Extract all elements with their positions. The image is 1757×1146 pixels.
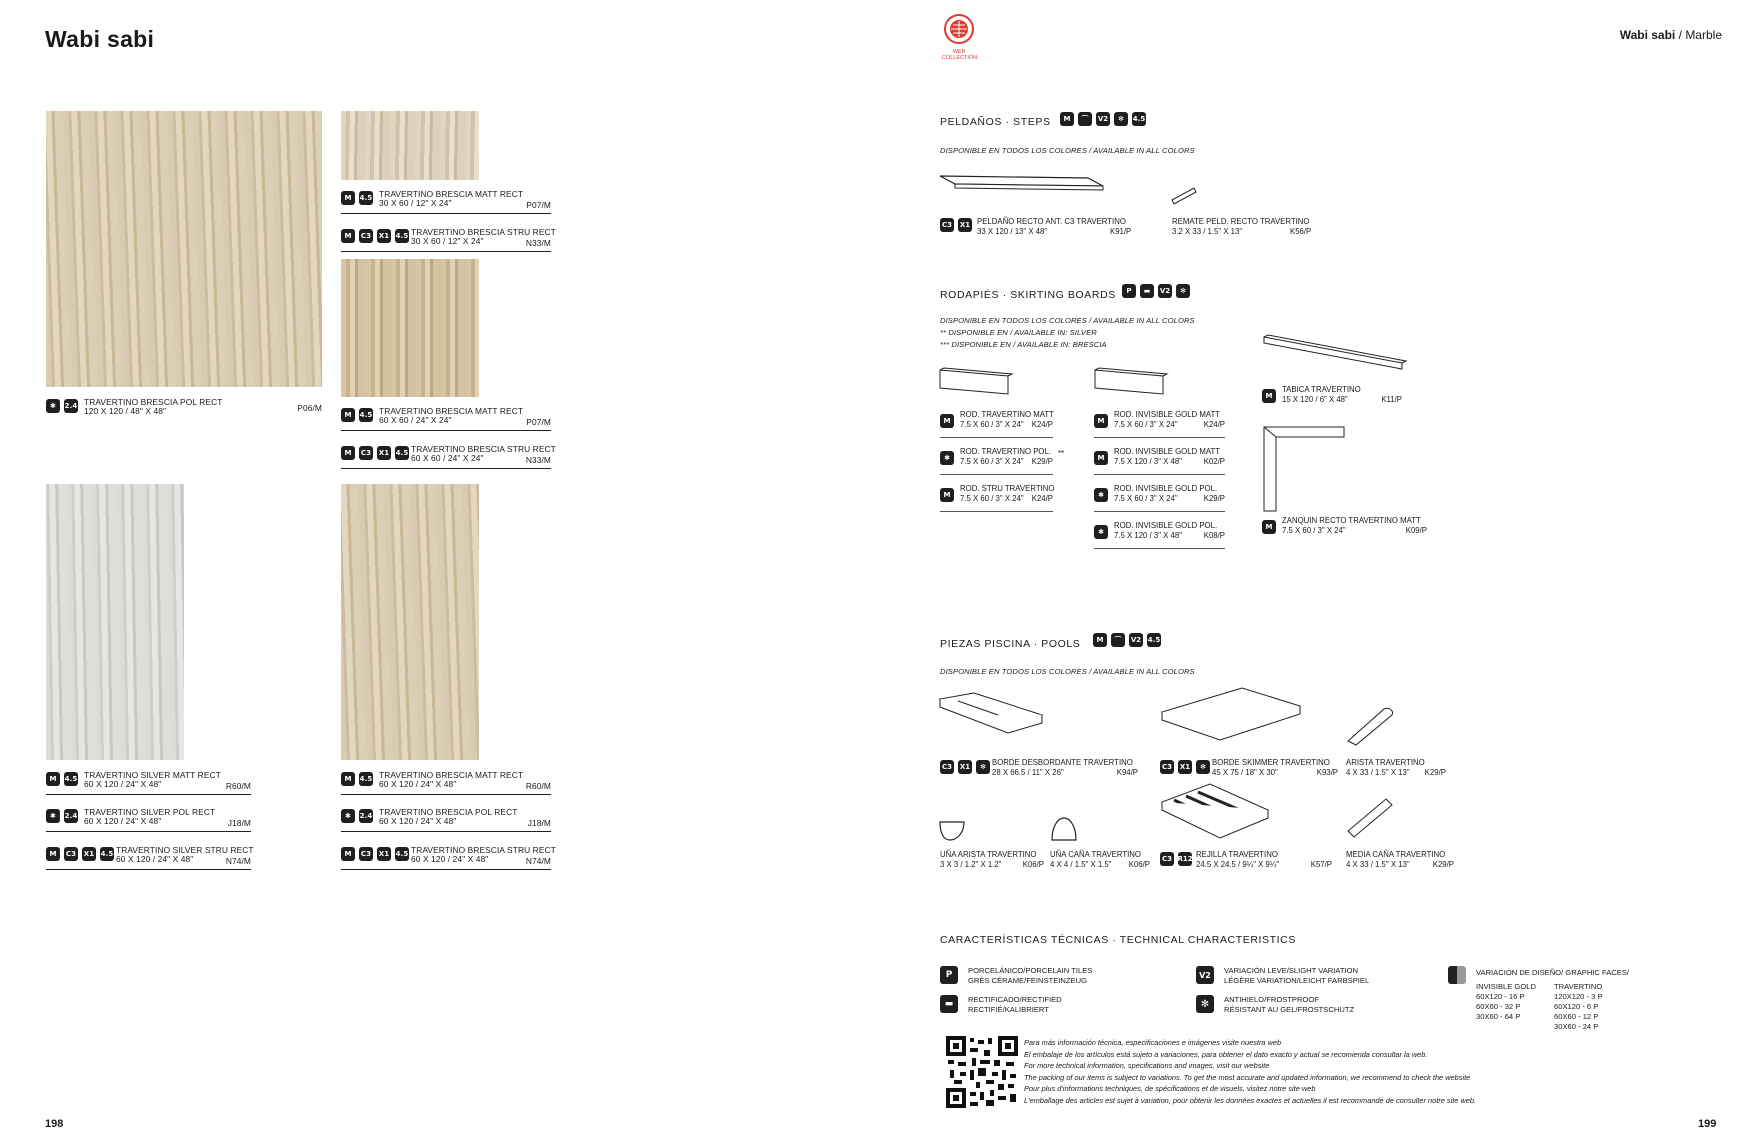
pool-item-icons [1160,852,1194,866]
pool-item-code: K94/P [1116,768,1138,777]
skirting-title: RODAPIÉS · SKIRTING BOARDS [940,289,1116,301]
pool-item-name: BORDE SKIMMER TRAVERTINO [1212,758,1330,767]
skirting-item [1094,410,1225,438]
tech-porcelain-line1: PORCELÁNICO/PORCELAIN TILES [968,966,1093,975]
tile-image-brescia-30x60 [341,111,479,180]
product-code: N74/M [525,856,551,866]
product-divider [341,794,551,795]
rating-4-5-icon: 4.5 [359,408,373,422]
skirting-item-name: TABICA TRAVERTINO [1282,385,1361,394]
c3-icon: C3 [940,760,954,774]
product-code: P07/M [526,417,551,427]
product-divider [341,213,551,214]
pools-note: DISPONIBLE EN TODOS LOS COLORES / AVAILABLE IN ALL COLORS [940,667,1195,676]
skirting-item [940,410,1053,438]
steps-item1-code: K91/P [1110,227,1132,236]
steps-item1-icons [940,218,974,232]
product-code: N74/M [225,856,251,866]
skirting-item [1094,447,1225,475]
polished-icon: ✱ [1094,525,1108,539]
matt-icon: M [341,408,355,422]
product-entry [341,770,551,794]
product-divider [46,831,251,832]
pool-item-size: 4 X 33 / 1.5" X 13" [1346,768,1410,777]
pool-item [1050,850,1150,872]
product-icons [341,408,375,422]
matt-icon: M [46,772,60,786]
product-name: TRAVERTINO BRESCIA STRU RECT [411,444,556,454]
step-tread-drawing [938,168,1108,198]
web-collection-icon [944,14,974,44]
pool-item-size: 3 X 3 / 1.2" X 1.2" [940,860,1002,869]
product-name: TRAVERTINO BRESCIA MATT RECT [379,189,524,199]
tile-image-brescia-60x120 [341,484,479,760]
matt-icon: M [1093,633,1107,647]
x1-icon: X1 [958,760,972,774]
steps-icons [1060,112,1148,126]
tile-image-silver-60x120 [46,484,184,760]
skirting-item-code: K24/P [1203,420,1225,429]
graphic-faces-col1-row: 60X120 - 16 P [1476,992,1525,1001]
tech-rectified-line1: RECTIFICADO/RECTIFIED [968,995,1062,1004]
pool-item-code: K29/P [1424,768,1446,777]
skirting-item-code: K02/P [1203,457,1225,466]
pool-item [1346,850,1454,872]
product-code: P07/M [526,200,551,210]
graphic-faces-col2-row: 60X120 - 6 P [1554,1002,1599,1011]
product-divider [46,869,251,870]
header-separator: / [1678,28,1682,42]
product-name: TRAVERTINO BRESCIA MATT RECT [379,406,524,416]
matt-icon: M [940,488,954,502]
matt-icon: M [46,847,60,861]
skirting-item-size: 7.5 X 60 / 3" X 24" [960,457,1024,466]
pool-item-name: REJILLA TRAVERTINO [1196,850,1278,859]
product-code: R60/M [525,781,551,791]
product-divider [341,869,551,870]
product-entry [46,770,251,794]
pool-item-name: UÑA CAÑA TRAVERTINO [1050,850,1141,859]
media-cana-drawing [1346,797,1396,837]
page-number-left: 198 [45,1118,64,1130]
product-name: TRAVERTINO BRESCIA STRU RECT [411,845,556,855]
matt-icon: M [1262,389,1276,403]
info-line: Pour plus d'informations techniques, de spécifications et de visuels, visitez notre site web [1024,1084,1316,1093]
rectified-icon: ▬ [1140,284,1154,298]
product-entry [341,845,556,869]
x1-icon: X1 [82,847,96,861]
skirting-item-size: 7.5 X 60 / 3" X 24" [960,494,1024,503]
product-icons [341,772,375,786]
rating-4-5-icon: 4.5 [395,847,409,861]
product-entry [341,807,551,831]
x1-icon: X1 [1178,760,1192,774]
header-collection: Wabi sabi [1619,28,1676,42]
polished-icon: ✱ [1094,488,1108,502]
skirting-item [1094,484,1225,512]
pool-item-icons [1160,760,1212,774]
product-size: 60 X 120 / 24" X 48" [379,816,457,826]
product-code: N33/M [525,455,551,465]
product-name: TRAVERTINO SILVER POL RECT [84,807,216,817]
qr-code [946,1036,1018,1108]
skirting-item-name: ROD. INVISIBLE GOLD POL. [1114,521,1218,530]
product-divider [341,430,551,431]
porcelain-icon: P [1122,284,1136,298]
product-divider [341,251,551,252]
tech-rectified-line2: RECTIFIÉ/KALIBRIERT [968,1005,1049,1014]
steps-item2-name: REMATE PELD. RECTO TRAVERTINO [1172,217,1310,226]
product-size: 60 X 60 / 24" X 24" [411,453,484,463]
skirting-item [1262,516,1427,536]
product-icons [341,809,375,823]
graphic-faces-title: VARIACIÓN DE DISEÑO/ GRAPHIC FACES/ [1476,968,1630,977]
rating-2-4-icon: 2.4 [64,399,78,413]
skirting-item-code: K08/P [1203,531,1225,540]
step-edge-drawing [1170,184,1200,204]
rating-2-4-icon: 2.4 [64,809,78,823]
product-size: 60 X 120 / 24" X 48" [84,816,162,826]
skirting-item [1094,521,1225,549]
rating-4-5-icon: 4.5 [395,229,409,243]
skirting-item-code: K11/P [1381,395,1402,404]
tech-v2-line1: VARIACIÓN LEVE/SLIGHT VARIATION [1224,966,1359,975]
graphic-faces-icon [1448,966,1466,984]
header-breadcrumb [1620,28,1722,42]
pool-item [940,758,1138,780]
skirting-note-3: *** DISPONIBLE EN / AVAILABLE IN: BRESCIA [940,340,1107,349]
skirting-item-size: 7.5 X 60 / 3" X 24" [1114,494,1178,503]
graphic-faces-col1-row: 30X60 - 64 P [1476,1012,1521,1021]
skirting-divider [940,474,1053,475]
pool-item [1160,758,1338,780]
product-name: TRAVERTINO SILVER MATT RECT [84,770,221,780]
product-code: N33/M [525,238,551,248]
bullnose-icon: ⌒ [1078,112,1092,126]
product-size: 30 X 60 / 12" X 24" [379,198,452,208]
matt-icon: M [341,847,355,861]
skirting-item-code: K29/P [1203,494,1225,503]
graphic-faces-col2-row: 120X120 - 3 P [1554,992,1603,1001]
product-name: TRAVERTINO BRESCIA STRU RECT [411,227,556,237]
rating-4-5-icon: 4.5 [359,191,373,205]
matt-icon: M [1060,112,1074,126]
product-icons [341,847,411,861]
skirting-item-name: ROD. TRAVERTINO MATT [960,410,1054,419]
pool-item-size: 4 X 33 / 1.5" X 13" [1346,860,1410,869]
steps-title: PELDAÑOS · STEPS [940,116,1051,128]
rating-4-5-icon: 4.5 [395,446,409,460]
pool-item-code: K93/P [1316,768,1338,777]
pool-item-size: 45 X 75 / 18" X 30" [1212,768,1278,777]
v2-icon: V2 [1196,966,1214,984]
matt-icon: M [341,229,355,243]
pool-item-code: K29/P [1432,860,1454,869]
skirting-item-name: ROD. STRU TRAVERTINO [960,484,1055,493]
polished-icon: ✱ [46,399,60,413]
web-badge-line2: COLLECTION [942,55,978,61]
matt-icon: M [940,414,954,428]
skirting-item-code: K24/P [1031,420,1053,429]
graphic-faces-col1-title: INVISIBLE GOLD [1476,982,1536,991]
product-entry [341,227,556,251]
c3-icon: C3 [359,229,373,243]
product-code: P06/M [297,403,322,413]
product-size: 60 X 120 / 24" X 48" [84,779,162,789]
c3-icon: C3 [359,847,373,861]
rating-4-5-icon: 4.5 [359,772,373,786]
steps-item2-size: 3.2 X 33 / 1.5" X 13" [1172,227,1243,236]
skirting-note-1: DISPONIBLE EN TODOS LOS COLORES / AVAILABLE IN ALL COLORS [940,316,1195,325]
rating-4-5-icon: 4.5 [1132,112,1146,126]
c3-icon: C3 [940,218,954,232]
product-size: 60 X 120 / 24" X 48" [116,854,194,864]
skirting-item-size: 15 X 120 / 6" X 48" [1282,395,1348,404]
skirting-item-size: 7.5 X 60 / 3" X 24" [960,420,1024,429]
graphic-faces-col2-row: 30X60 - 24 P [1554,1022,1599,1031]
skirting-icons [1122,284,1192,298]
pool-item-size: 4 X 4 / 1.5" X 1.5" [1050,860,1112,869]
pool-item-code: K06/P [1128,860,1150,869]
polished-icon: ✱ [46,809,60,823]
c3-icon: C3 [1160,760,1174,774]
skirting-divider [1094,437,1225,438]
product-size: 60 X 60 / 24" X 24" [379,415,452,425]
pool-item-code: K06/P [1022,860,1044,869]
product-size: 60 X 120 / 24" X 48" [411,854,489,864]
pools-icons [1093,633,1163,647]
web-badge-line1: WEB [952,49,966,55]
frostproof-icon: ✻ [1114,112,1128,126]
x1-icon: X1 [377,847,391,861]
frostproof-icon: ✻ [1196,995,1214,1013]
product-icons [46,399,80,413]
rejilla-drawing [1160,790,1270,838]
c3-icon: C3 [359,446,373,460]
v2-icon: V2 [1129,633,1143,647]
availability-mark: ** [1058,449,1065,458]
product-icons [46,847,116,861]
skirting-divider [1094,474,1225,475]
product-icons [341,446,411,460]
pool-item-name: ARISTA TRAVERTINO [1346,758,1425,767]
pool-item [1160,850,1332,872]
matt-icon: M [341,446,355,460]
skirting-divider [940,437,1053,438]
product-size: 60 X 120 / 24" X 48" [379,779,457,789]
frostproof-icon: ✻ [1176,284,1190,298]
skirting-item-size: 7.5 X 60 / 3" X 24" [1282,526,1346,535]
product-code: J18/M [227,818,251,828]
info-line: Para más información técnica, especificaciones e imágenes visite nuestra web [1024,1038,1282,1047]
product-entry [46,397,322,421]
web-collection-badge [942,14,976,61]
product-entry [46,845,254,869]
graphic-faces-col2-title: TRAVERTINO [1554,982,1603,991]
skirting-divider [1094,511,1225,512]
steps-item2-code: K56/P [1290,227,1312,236]
tech-frost-line1: ANTIHIELO/FROSTPROOF [1224,995,1319,1004]
tile-image-brescia-120x120 [46,111,322,387]
skirting-note-2: ** DISPONIBLE EN / AVAILABLE IN: SILVER [940,328,1097,337]
skirting-item-name: ROD. INVISIBLE GOLD MATT [1114,410,1220,419]
product-size: 120 X 120 / 48" X 48" [84,406,167,416]
pools-title: PIEZAS PISCINA · POOLS [940,638,1081,650]
skirting-item-size: 7.5 X 60 / 3" X 24" [1114,420,1178,429]
page-number-right: 199 [1698,1118,1717,1130]
x1-icon: X1 [377,446,391,460]
product-entry [341,444,556,468]
matt-icon: M [341,772,355,786]
pool-item-name: MEDIA CAÑA TRAVERTINO [1346,850,1446,859]
matt-icon: M [1262,520,1276,534]
steps-item1-name: PELDAÑO RECTO ANT. C3 TRAVERTINO [977,217,1126,226]
tile-image-brescia-60x60 [341,259,479,397]
pool-item-size: 24.5 X 24.5 / 9¼" X 9¼" [1196,860,1280,869]
skirting-item-name: ROD. INVISIBLE GOLD MATT [1114,447,1220,456]
frostproof-icon: ✻ [1196,760,1210,774]
product-name: TRAVERTINO SILVER STRU RECT [116,845,254,855]
product-entry [341,189,551,213]
una-cana-drawing [1050,816,1080,842]
skirting-item-size: 7.5 X 120 / 3" X 48" [1114,457,1182,466]
x1-icon: X1 [377,229,391,243]
pool-item-code: K57/P [1310,860,1332,869]
matt-icon: M [1094,414,1108,428]
skirting-drawing-1 [938,368,1013,398]
frostproof-icon: ✻ [976,760,990,774]
pool-edge-drawing-1 [938,695,1048,745]
product-icons [46,809,80,823]
rectified-icon: ▬ [940,995,958,1013]
matt-icon: M [341,191,355,205]
product-icons [341,229,411,243]
c3-icon: C3 [64,847,78,861]
skirting-divider [1094,548,1225,549]
product-code: J18/M [527,818,551,828]
pool-item [940,850,1044,872]
skirting-item-code: K24/P [1031,494,1053,503]
header-category: Marble [1685,28,1722,42]
product-name: TRAVERTINO BRESCIA MATT RECT [379,770,524,780]
zanquin-drawing [1262,425,1347,515]
skirting-item-name: ROD. TRAVERTINO POL. [960,447,1051,456]
info-line: The packing of our items is subject to variations. To get the most accurate and updated information, we recommend to check the website [1024,1072,1471,1082]
product-divider [46,794,251,795]
product-divider [341,468,551,469]
pool-item-name: BORDE DESBORDANTE TRAVERTINO [992,758,1133,767]
skirting-item-code: K29/P [1031,457,1053,466]
product-entry [341,406,551,430]
graphic-faces-col1-row: 60X60 - 32 P [1476,1002,1521,1011]
skirting-item-code: K09/P [1405,526,1427,535]
skirting-divider [940,511,1053,512]
product-divider [341,831,551,832]
v2-icon: V2 [1158,284,1172,298]
tech-v2-line2: LÉGÈRE VARIATION/LEICHT FARBSPIEL [1224,976,1370,985]
bullnose-icon: ⌒ [1111,633,1125,647]
tech-frost-line2: RÉSISTANT AU GEL/FROSTSCHUTZ [1224,1005,1355,1014]
polished-icon: ✱ [341,809,355,823]
pool-edge-drawing-2 [1160,692,1305,742]
rating-4-5-icon: 4.5 [64,772,78,786]
skirting-item-size: 7.5 X 120 / 3" X 48" [1114,531,1182,540]
skirting-item-name: ROD. INVISIBLE GOLD POL. [1114,484,1218,493]
pool-item-size: 28 X 66.5 / 11" X 26" [992,768,1064,777]
graphic-faces-col2-row: 60X60 - 12 P [1554,1012,1599,1021]
tech-porcelain-line2: GRÈS CÉRAME/FEINSTEINZEUG [968,976,1087,985]
info-line: For more technical information, specifications and images, visit our website [1024,1061,1270,1070]
product-entry [46,807,251,831]
polished-icon: ✱ [940,451,954,465]
skirting-item [940,447,1065,475]
skirting-item [1262,385,1402,405]
porcelain-icon: P [940,966,958,984]
arista-drawing [1346,705,1396,745]
rating-2-4-icon: 2.4 [359,809,373,823]
product-name: TRAVERTINO BRESCIA POL RECT [84,397,223,407]
matt-icon: M [1094,451,1108,465]
una-arista-drawing [938,820,968,842]
pool-item-icons [940,760,992,774]
steps-note: DISPONIBLE EN TODOS LOS COLORES / AVAILABLE IN ALL COLORS [940,146,1195,155]
v2-icon: V2 [1096,112,1110,126]
r12-icon: R12 [1178,852,1192,866]
technical-title: CARACTERÍSTICAS TÉCNICAS · TECHNICAL CHARACTERISTICS [940,934,1296,946]
skirting-item [940,484,1053,512]
product-icons [46,772,80,786]
product-name: TRAVERTINO BRESCIA POL RECT [379,807,518,817]
skirting-drawing-2 [1093,368,1168,398]
rating-4-5-icon: 4.5 [100,847,114,861]
product-code: R60/M [225,781,251,791]
pool-item [1346,758,1446,780]
c3-icon: C3 [1160,852,1174,866]
tabica-drawing [1262,335,1407,371]
info-line: El embalaje de los artículos está sujeto a variaciones, para obtener el dato exacto y actual se recomienda consultar la web. [1024,1049,1428,1059]
x1-icon: X1 [958,218,972,232]
product-size: 30 X 60 / 12" X 24" [411,236,484,246]
steps-item1-size: 33 X 120 / 13" X 48" [977,227,1048,236]
product-icons [341,191,375,205]
pool-item-name: UÑA ARISTA TRAVERTINO [940,850,1037,859]
rating-4-5-icon: 4.5 [1147,633,1161,647]
info-line: L'emballage des articles est sujet à variation, pour obtenir les données exactes et actuelles il est recommandé de consulter notre site web. [1024,1095,1477,1105]
skirting-item-name: ZANQUIN RECTO TRAVERTINO MATT [1282,516,1421,525]
page-title: Wabi sabi [45,26,155,52]
